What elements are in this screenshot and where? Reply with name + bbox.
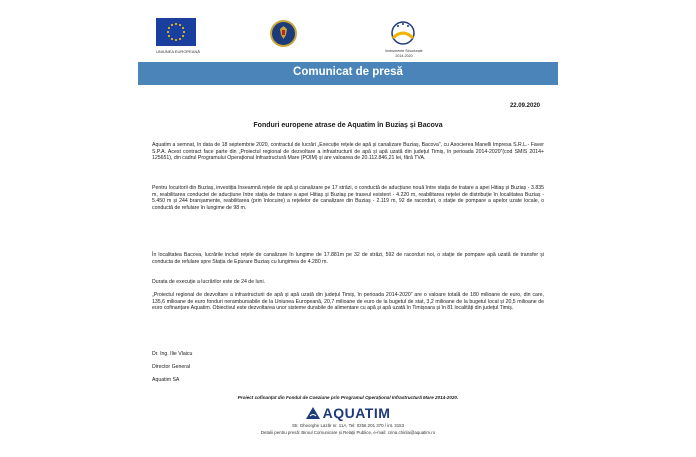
aquatim-logo-text: AQUATIM (322, 405, 391, 421)
paragraph-contract: Aquatim a semnat, în data de 18 septembrie 2020, contractul de lucrări „Execuție rețele de apă și canalizare Buziaș, Bacova”, cu Asocierea Manelli Impresa S.R.L.- Faver S.P.A. Acest contract face parte din „Proiectul regional de dezvoltare a infrastructurii de apă și apă uzată din județul Timiș, în perioada 2014-2020”(cod SMIS 2014+ 125651), din cadrul Programului Operațional Infrastructură Mare (POIM) și are valoarea de 20.112.846,21 lei, fără TVA. (152, 142, 544, 162)
release-date: 22.09.2020 (509, 103, 540, 109)
eu-caption: UNIUNEA EUROPEANĂ (155, 49, 200, 54)
signature-role: Director General (152, 364, 191, 370)
footer-address: Str. Gheorghe Lazăr nr. 11A, Tel: 0256 201 370 / int. 3153 (291, 423, 405, 428)
header-logos (138, 18, 558, 63)
press-release-banner (138, 62, 558, 85)
poim-caption-line-1: Instrumente Structurale (385, 49, 423, 53)
poim-caption-line-2: 2014-2020 (395, 53, 413, 58)
aquatim-logo (138, 405, 558, 424)
footer-press-contact: Detalii pentru presă: Biroul Comunicare și Relații Publice, e-mail: crina.chirila@aquatim.ro (260, 430, 436, 435)
romanian-government-emblem-icon (270, 20, 297, 47)
paragraph-project-value: „Proiectul regional de dezvoltare a infrastructurii de apă și apă uzată din județul Timiș, în perioada 2014-2020” are o valoare totală de 180 milioane de euro, din care, 135,6 milioane de euro fonduri nerambursabile de la Uniunea Europeană, 20,7 milioane de euro de la bugetul de stat, 3,2 milioane de la bugetul local și 20,5 milioane de euro cofinanțare Aquatim. Obiectivul este dezvoltarea unor sisteme durabile de alimentare cu apă și apă uzată în Timișoara și în 81 localități din județul Timiș. (152, 292, 544, 312)
signature-name: Dr. Ing. Ilie Vlaicu (152, 351, 193, 357)
signature-company: Aquatim SA (152, 377, 180, 383)
instrumente-structurale-logo-icon (388, 18, 418, 48)
paragraph-bacova: În localitatea Bacova, lucrările includ rețele de canalizare în lungime de 17.881m pe 32 de străzi, 592 de racorduri noi, o stație de pompare apă uzată de transfer și conducta de refulare spre Stația de Epurare Buziaș cu lungimea de 4.280 m. (152, 252, 544, 265)
banner-title: Comunicat de presă (293, 66, 403, 78)
eu-flag-icon (156, 18, 196, 46)
aquatim-logo-icon (306, 407, 320, 419)
paragraph-buzias: Pentru locuitorii din Buziaș, investiția înseamnă rețele de apă și canalizare pe 17 străzi, o conductă de aducțiune nouă între stația de tratare a apei Hitiaș și Buziaș - 3.835 m, reabilitarea conductei de aducțiune între stația de tratare a apei Hitiaș și Buziaș pe traseul existent - 4.220 m, reabilitarea rețelei de distribuție în localitatea Buziaș - 5.450 m și 244 branșamente, reabilitarea (prin înlocuire) a rețelelor de canalizare din Buziaș - 2.119 m, 92 de racorduri, o stație de pompare a apelor uzate locale, o conductă de refulare în lungime de 98 m. (152, 185, 544, 211)
press-release-page (138, 0, 558, 457)
cofinancing-note: Proiect cofinanțat din Fondul de Coeziune prin Programul Operațional Infrastructură Mare 2014-2020. (237, 395, 459, 400)
poim-caption (376, 49, 432, 58)
paragraph-duration: Durata de execuție a lucrărilor este de 24 de luni. (152, 279, 266, 285)
release-title: Fonduri europene atrase de Aquatim în Buziaș și Bacova (253, 122, 443, 129)
